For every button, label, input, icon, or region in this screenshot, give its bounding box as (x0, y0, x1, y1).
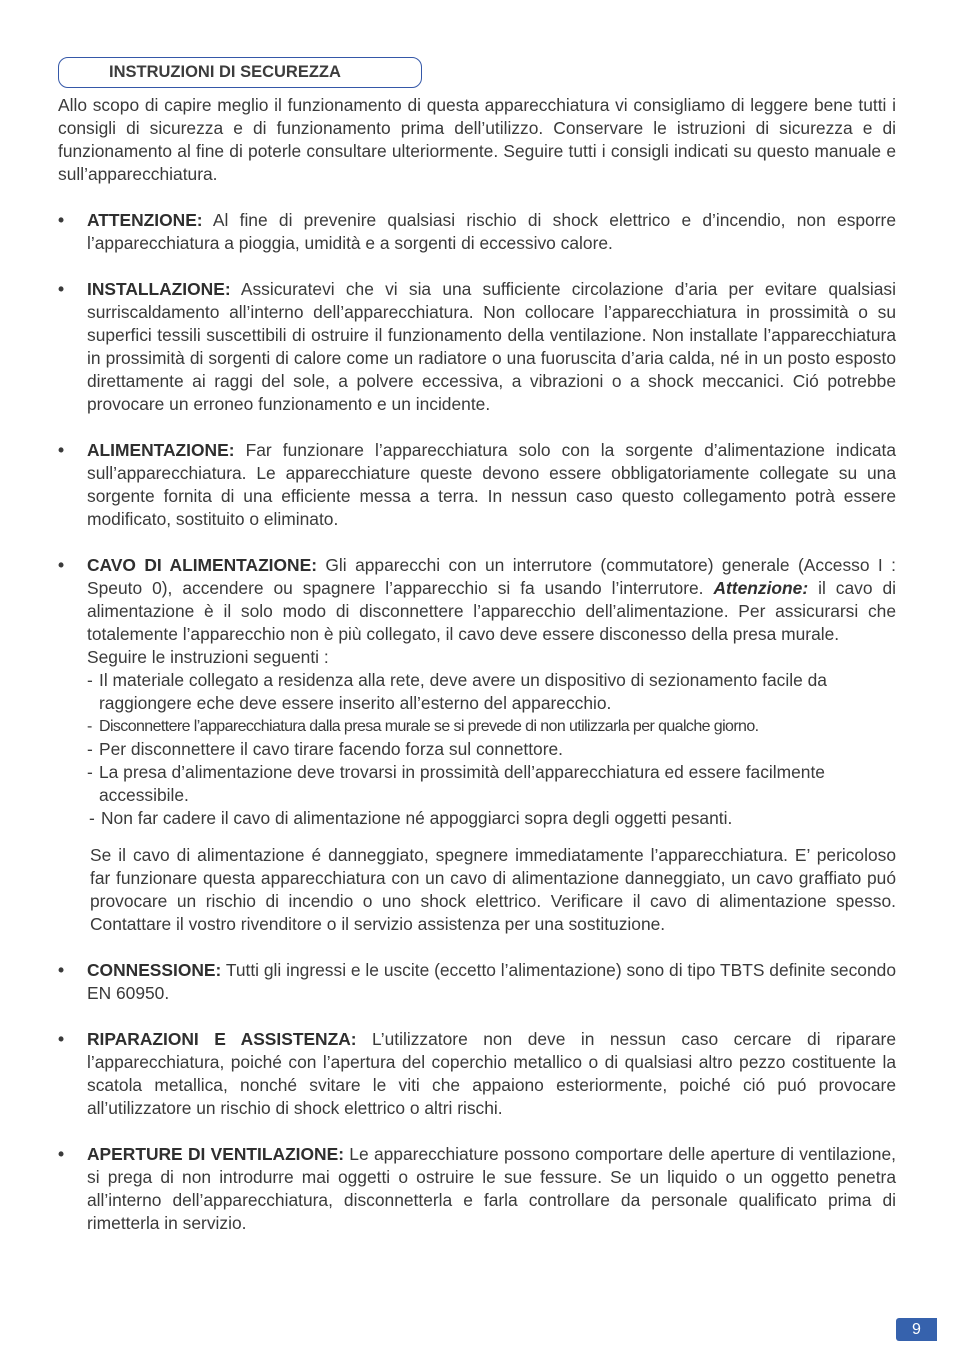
bullet: • (58, 1029, 65, 1049)
step-dash: - (89, 808, 95, 828)
bullet: • (58, 440, 65, 460)
step-dash: - (87, 739, 93, 759)
section-title: INSTRUZIONI DI SECUREZZA (58, 57, 422, 88)
item-body: Tutti gli ingressi e le uscite (eccetto l’alimentazione) sono di tipo TBTS definite secondo EN 60950. (87, 960, 896, 1003)
item-body: Gli apparecchi con un interrutore (commutatore) generale (Accesso I : Speuto 0), accendere ou spagnere l’apparecchio si fa usando l’interrutore. (87, 555, 896, 598)
step-dash: - (87, 762, 93, 782)
item-label: CAVO DI ALIMENTAZIONE: (87, 555, 317, 575)
item-label: INSTALLAZIONE: (87, 279, 231, 299)
item-text (87, 1143, 896, 1235)
step-item: - Disconnettere l’apparecchiatura dalla presa murale se si prevede di non utilizzarla per qualche giorno. (87, 715, 896, 738)
item-body: Al fine di prevenire qualsiasi rischio di shock elettrico e d’incendio, non esporre l’apparecchiatura a pioggia, umidità e a sorgenti di eccessivo calore. (87, 210, 896, 253)
step-item: - Per disconnettere il cavo tirare facendo forza sul connettore. (87, 739, 564, 759)
item-text (87, 959, 896, 1005)
item-label: APERTURE DI VENTILAZIONE: (87, 1144, 344, 1164)
bullet: • (58, 960, 65, 980)
item-installazione (58, 278, 896, 416)
item-body-continued: il cavo di alimentazione è il solo modo di disconnettere l’apparecchio dell’alimentazione. Per assicurarsi che totalemente l’apparecchio non è più collegato, il cavo deve essere disconesso della presa murale. (87, 578, 897, 644)
item-body: Far funzionare l’apparecchiatura solo con la sorgente d’alimentazione indicata sull’apparecchiatura. Le apparecchiature queste devono essere obbligatoriamente collegate su una sorgente fornita di una efficiente messa a terra. In nessun caso questo collegamento potrà essere modificato, sostituito o eliminato. (87, 440, 896, 529)
item-body: Le apparecchiature possono comportare delle aperture di ventilazione, si prega di non introdurre mai oggetti o ostruire le sue fessure. Se un liquido o un oggetto penetra all’interno dell’apparecchiatura, disconnetterla e farla controllare da personale qualificato prima di rimetterla in servizio. (87, 1144, 896, 1233)
item-connessione (58, 959, 896, 1005)
bullet: • (58, 1144, 65, 1164)
step-dash: - (87, 670, 93, 690)
bullet: • (58, 279, 65, 299)
steps-intro: Seguire le instruzioni seguenti : (87, 647, 329, 667)
item-text (87, 554, 896, 646)
step-item: - La presa d’alimentazione deve trovarsi in prossimità dell’apparecchiatura ed essere facilmente accessibile. (87, 762, 825, 805)
item-label: ATTENZIONE: (87, 210, 203, 230)
bullet: • (58, 555, 65, 575)
intro-paragraph: Allo scopo di capire meglio il funzionamento di questa apparecchiatura vi consigliamo di leggere bene tutti i consigli di sicurezza e di funzionamento prima dell’utilizzo. Conservare le istruzioni di sicurezza e di funzionamento al fine di poterle consultare ulteriormente. Seguire tutti i consigli indicati su questo manuale e sull’apparecchiatura. (58, 95, 896, 184)
step-item: - Non far cadere il cavo di alimentazione né appoggiarci sopra degli oggetti pesanti. (89, 808, 733, 828)
page-content (58, 94, 896, 1258)
attention-label: Attenzione: (713, 578, 809, 598)
item-label: RIPARAZIONI E ASSISTENZA: (87, 1029, 357, 1049)
steps-list (87, 669, 896, 830)
item-text (87, 209, 896, 255)
item-text (87, 278, 896, 416)
damaged-cable-paragraph: Se il cavo di alimentazione é danneggiato, spegnere immediatamente l’apparecchiatura. E’ pericoloso far funzionare questa apparecchiatura con un cavo di alimentazione danneggiato, un cavo graffiato puó provocare un rischio di incendio o uno shock elettrico. Verificare il cavo di alimentazione spesso. Contattare il vostro rivenditore o il servizio assistenza per una sostituzione. (90, 845, 896, 934)
item-aperture-ventilazione (58, 1143, 896, 1235)
page-number: 9 (896, 1318, 937, 1341)
item-riparazioni (58, 1028, 896, 1120)
item-attenzione (58, 209, 896, 255)
item-label: CONNESSIONE: (87, 960, 222, 980)
item-body: L’utilizzatore non deve in nessun caso cercare di riparare l’apparecchiatura, poiché con l’apertura del coperchio metallico o di qualsiasi altro pezzo costituente la scatola metallica, nonché svitare le viti che appaiono esteriormente, poiché ció puó provocare all’utilizzatore un rischio di shock elettrico o altri rischi. (87, 1029, 896, 1118)
item-cavo-alimentazione (58, 554, 896, 936)
item-alimentazione (58, 439, 896, 531)
item-text (87, 439, 896, 531)
step-dash: - (87, 718, 92, 735)
item-body: Assicuratevi che vi sia una sufficiente circolazione d’aria per evitare qualsiasi surriscaldamento all’interno dell’apparecchiatura. Non collocare l’apparecchiatura in prossimità o su superfici tessili suscettibili di ostruire il funzionamento della ventilazione. Non installate l’apparecchiatura in prossimità di sorgenti di calore come un radiatore o una fuoruscita d’aria calda, né in un posto esposto direttamente ai raggi del sole, a polvere eccessiva, a vibrazioni o a shock meccanici. Ció potrebbe provocare un erroneo funzionamento e un incidente. (87, 279, 896, 414)
step-item: - Il materiale collegato a residenza alla rete, deve avere un dispositivo di sezionamento facile da raggiongere eche deve essere inserito all’esterno del apparecchio. (87, 670, 827, 713)
item-label: ALIMENTAZIONE: (87, 440, 235, 460)
bullet: • (58, 210, 65, 230)
item-text (87, 1028, 896, 1120)
